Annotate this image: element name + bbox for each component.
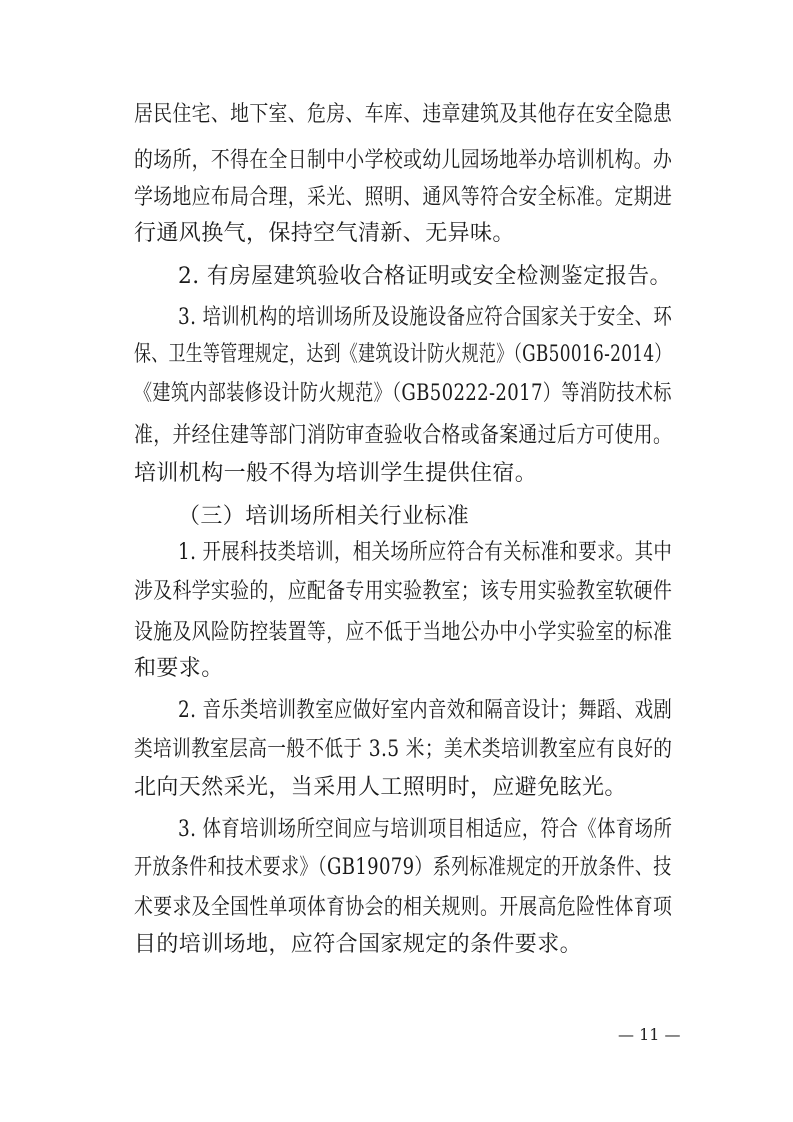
text-line: 培训机构一般不得为培训学生提供住宿。 (134, 461, 538, 486)
text-line: 的场所，不得在全日制中小学校或幼儿园场地举办培训机构。办 (134, 148, 673, 173)
text-line: 和要求。 (134, 656, 224, 681)
text-line: 2. 音乐类培训教室应做好室内音效和隔音设计；舞蹈、戏剧 (178, 698, 673, 723)
text-line: 2. 有房屋建筑验收合格证明或安全检测鉴定报告。 (178, 264, 672, 289)
text-line: 类培训教室层高一般不低于 3.5 米；美术类培训教室应有良好的 (134, 737, 673, 762)
text-line: 3. 培训机构的培训场所及设施设备应符合国家关于安全、环 (178, 305, 673, 330)
text-line: 学场地应布局合理，采光、照明、通风等符合安全标准。定期进 (134, 185, 673, 210)
text-line: 居民住宅、地下室、危房、车库、违章建筑及其他存在安全隐患 (134, 102, 673, 127)
text-line: 行通风换气，保持空气清新、无异味。 (134, 221, 515, 246)
text-line: 目的培训场地，应符合国家规定的条件要求。 (134, 932, 583, 957)
text-line: 保、卫生等管理规定，达到《建筑设计防火规范》（GB50016-2014） (134, 342, 672, 367)
text-line: 北向天然采光，当采用人工照明时，应避免眩光。 (134, 775, 627, 800)
text-line: 设施及风险防控装置等，应不低于当地公办中小学实验室的标准 (134, 620, 673, 645)
section-heading: （三）培训场所相关行业标准 (178, 504, 470, 529)
text-line: 术要求及全国性单项体育协会的相关规则。开展高危险性体育项 (134, 895, 673, 920)
text-line: 《建筑内部装修设计防火规范》（GB50222-2017）等消防技术标 (134, 381, 672, 406)
text-line: 涉及科学实验的，应配备专用实验教室；该专用实验教室软硬件 (134, 579, 673, 604)
text-line: 3. 体育培训场所空间应与培训项目相适应，符合《体育场所 (178, 817, 673, 842)
page-number: — 11 — (618, 1025, 681, 1044)
text-line: 准，并经住建等部门消防审查验收合格或备案通过后方可使用。 (134, 423, 673, 448)
text-line: 1. 开展科技类培训，相关场所应符合有关标准和要求。其中 (178, 540, 673, 565)
text-line: 开放条件和技术要求》（GB19079）系列标准规定的开放条件、技 (134, 855, 672, 880)
